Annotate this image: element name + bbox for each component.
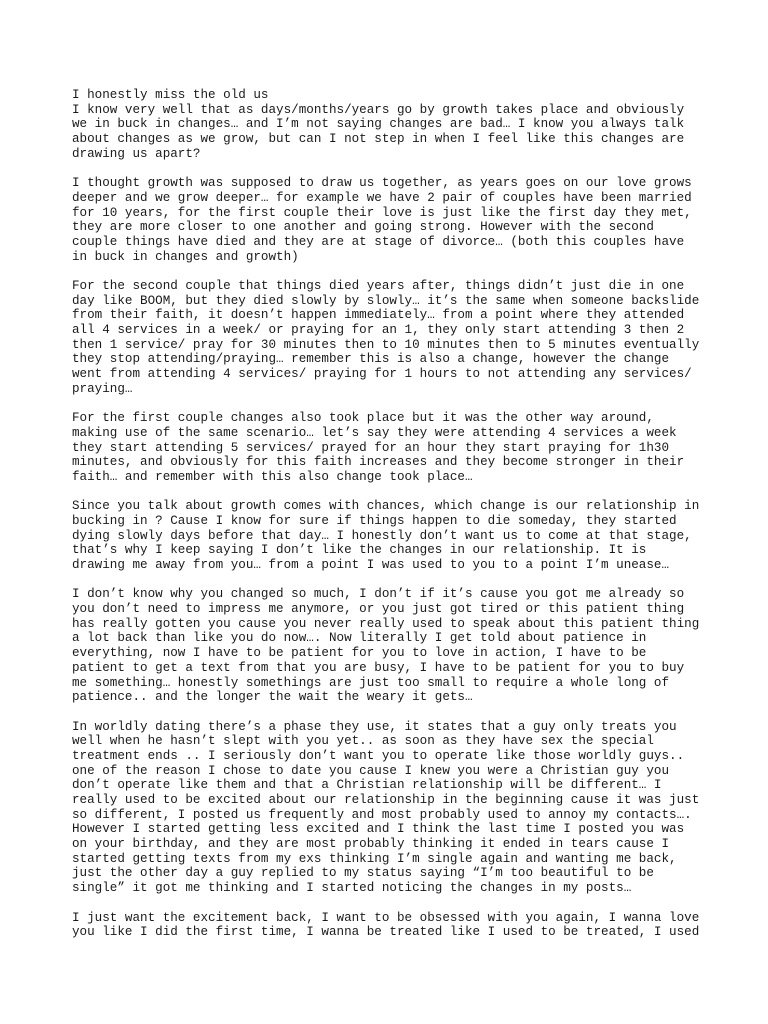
- paragraph-line: faith… and remember with this also change took place…: [72, 469, 473, 484]
- paragraph-line: they start attending 5 services/ prayed for an hour they start praying for 1h30: [72, 440, 670, 455]
- paragraph-line: patient to get a text from that you are busy, I have to be patient for you to buy: [72, 660, 685, 675]
- paragraph: [72, 411, 712, 484]
- paragraph-line: me something… honestly somethings are just too small to require a whole long of: [72, 675, 670, 690]
- paragraph-line: minutes, and obviously for this faith increases and they become stronger in their: [72, 455, 685, 470]
- paragraph-line: For the first couple changes also took place but it was the other way around,: [72, 411, 654, 426]
- paragraph-line: has really gotten you cause you never really used to speak about this patient thing: [72, 616, 700, 631]
- paragraph-line: a lot back than like you do now…. Now literally I get told about patience in: [72, 631, 647, 646]
- paragraph-line: well when he hasn’t slept with you yet.. as soon as they have sex the special: [72, 734, 654, 749]
- paragraph: [72, 176, 712, 264]
- paragraph-line: treatment ends .. I seriously don’t want you to operate like those worldly guys..: [72, 748, 685, 763]
- paragraph-line: you like I did the first time, I wanna be treated like I used to be treated, I used: [72, 925, 700, 940]
- paragraph-line: deeper and we grow deeper… for example we have 2 pair of couples have been married: [72, 190, 692, 205]
- paragraph-line: couple things have died and they are at stage of divorce… (both this couples have: [72, 234, 685, 249]
- paragraph-line: started getting texts from my exs thinking I’m single again and wanting me back,: [72, 851, 677, 866]
- paragraph-line: they are more closer to one another and going strong. However with the second: [72, 220, 654, 235]
- paragraph-line: don’t operate like them and that a Christian relationship will be different… I: [72, 778, 662, 793]
- paragraph: [72, 911, 712, 940]
- paragraph-line: that’s why I keep saying I don’t like the changes in our relationship. It is: [72, 543, 647, 558]
- paragraph: [72, 720, 712, 896]
- paragraph-line: they stop attending/praying… remember this is also a change, however the change: [72, 352, 670, 367]
- paragraph-line: In worldly dating there’s a phase they use, it states that a guy only treats you: [72, 719, 677, 734]
- paragraph-line: dying slowly days before that day… I honestly don’t want us to come at that stage,: [72, 528, 692, 543]
- paragraph: [72, 587, 712, 705]
- paragraph-line: For the second couple that things died years after, things didn’t just die in one: [72, 278, 685, 293]
- paragraph-line: you don’t need to impress me anymore, or you just got tired or this patient thing: [72, 602, 685, 617]
- paragraph-line: we in buck in changes… and I’m not saying changes are bad… I know you always talk: [72, 117, 685, 132]
- paragraph-line: patience.. and the longer the wait the weary it gets…: [72, 690, 473, 705]
- paragraph-line: drawing me away from you… from a point I was used to you to a point I’m unease…: [72, 558, 670, 572]
- paragraph-line: from their faith, it doesn’t happen immediately… from a point where they attended: [72, 308, 685, 323]
- paragraph-line: went from attending 4 services/ praying for 1 hours to not attending any services/: [72, 367, 692, 382]
- paragraph-line: really used to be excited about our relationship in the beginning cause it was just: [72, 793, 700, 807]
- paragraph-line: However I started getting less excited and I think the last time I posted you was: [72, 822, 685, 837]
- paragraph: [72, 279, 712, 397]
- paragraph-line: on your birthday, and they are most probably thinking it ended in tears cause I: [72, 837, 670, 852]
- document-body: [72, 103, 712, 940]
- paragraph-line: for 10 years, for the first couple their love is just like the first day they met,: [72, 205, 692, 220]
- paragraph-line: I don’t know why you changed so much, I don’t if it’s cause you got me already so: [72, 587, 685, 602]
- paragraph-line: so different, I posted us frequently and most probably used to annoy my contacts….: [72, 807, 692, 822]
- document-title: I honestly miss the old us: [72, 88, 269, 102]
- paragraph-line: day like BOOM, but they died slowly by slowly… it’s the same when someone backslide: [72, 293, 700, 308]
- paragraph-line: one of the reason I chose to date you cause I knew you were a Christian guy you: [72, 763, 670, 778]
- paragraph-line: I just want the excitement back, I want to be obsessed with you again, I wanna love: [72, 910, 700, 925]
- paragraph-line: drawing us apart?: [72, 146, 201, 161]
- paragraph-line: making use of the same scenario… let’s say they were attending 4 services a week: [72, 425, 677, 440]
- paragraph-line: I thought growth was supposed to draw us together, as years goes on our love grows: [72, 176, 692, 191]
- paragraph-line: everything, now I have to be patient for you to love in action, I have to be: [72, 646, 647, 661]
- paragraph-line: Since you talk about growth comes with chances, which change is our relationship in: [72, 499, 700, 514]
- paragraph-line: just the other day a guy replied to my status saying “I’m too beautiful to be: [72, 866, 654, 881]
- paragraph-line: about changes as we grow, but can I not step in when I feel like this changes are: [72, 132, 685, 147]
- paragraph: [72, 499, 712, 572]
- paragraph-line: single” it got me thinking and I started noticing the changes in my posts…: [72, 881, 632, 896]
- document-page: [72, 88, 712, 955]
- paragraph: [72, 103, 712, 162]
- paragraph-line: praying…: [72, 381, 133, 396]
- paragraph-line: then 1 service/ pray for 30 minutes then to 10 minutes then to 5 minutes eventually: [72, 337, 700, 352]
- paragraph-line: I know very well that as days/months/years go by growth takes place and obviously: [72, 102, 685, 117]
- paragraph-line: bucking in ? Cause I know for sure if things happen to die someday, they started: [72, 513, 677, 528]
- paragraph-line: in buck in changes and growth): [72, 249, 299, 264]
- paragraph-line: all 4 services in a week/ or praying for an 1, they only start attending 3 then 2: [72, 323, 685, 337]
